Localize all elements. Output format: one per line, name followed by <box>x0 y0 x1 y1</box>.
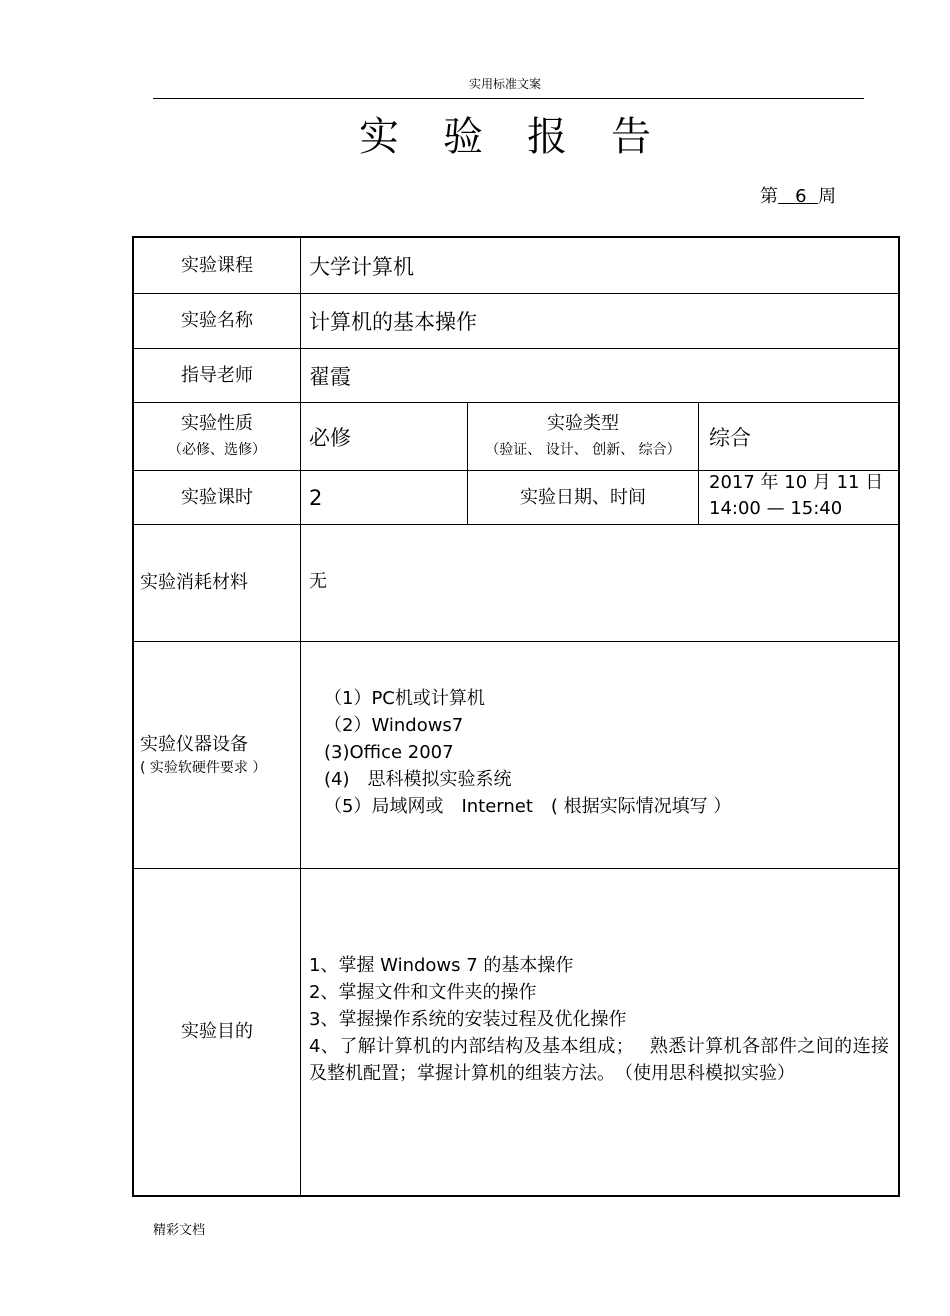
title-char: 验 <box>443 114 483 160</box>
header-rule <box>153 98 864 99</box>
purpose-list <box>309 952 889 1087</box>
list-item: (3)Office 2007 <box>324 742 454 763</box>
experiment-time: 14:00 — 15:40 <box>709 497 843 519</box>
hours-value: 2 <box>309 485 323 510</box>
experiment-date: 2017 年 10 月 11 日 <box>709 471 884 493</box>
datetime-value <box>699 467 898 524</box>
list-item: （5）局域网或 Internet ( 根据实际情况填写 ） <box>324 796 732 817</box>
equipment-label-cell <box>134 642 300 868</box>
nature-value: 必修 <box>309 425 351 450</box>
report-table <box>132 236 900 1197</box>
week-indicator <box>760 182 836 208</box>
teacher-value: 翟霞 <box>309 364 351 389</box>
list-item: 3、掌握操作系统的安装过程及优化操作 <box>309 1009 627 1030</box>
materials-label: 实验消耗材料 <box>140 572 248 593</box>
title-char: 报 <box>527 114 567 160</box>
purpose-label: 实验目的 <box>181 1021 253 1042</box>
type-hint: （验证、 设计、 创新、 综合） <box>485 441 681 458</box>
course-label: 实验课程 <box>181 254 253 276</box>
type-label-cell <box>468 403 698 470</box>
list-item: （2）Windows7 <box>324 715 464 736</box>
type-value: 综合 <box>709 425 751 450</box>
equipment-list <box>324 685 884 820</box>
running-header: 实用标准文案 <box>468 77 541 91</box>
week-number: 6 <box>795 186 807 207</box>
list-item: 1、掌握 Windows 7 的基本操作 <box>309 955 574 976</box>
list-item: (4) 思科模拟实验系统 <box>324 769 512 790</box>
nature-label: 实验性质 <box>181 412 253 434</box>
teacher-label: 指导老师 <box>181 364 253 386</box>
list-item: 4、了解计算机的内部结构及基本组成； 熟悉计算机各部件之间的连接及整机配置；掌握计算机的组装方法。 （使用思科模拟实验） <box>309 1036 889 1084</box>
equipment-hint: ( 实验软硬件要求 ） <box>140 760 267 776</box>
equipment-label: 实验仪器设备 <box>140 734 248 755</box>
report-title <box>0 105 950 162</box>
type-label: 实验类型 <box>547 412 619 434</box>
title-char: 实 <box>359 114 399 160</box>
materials-value: 无 <box>309 570 327 592</box>
nature-hint: （必修、选修） <box>168 441 266 458</box>
datetime-label: 实验日期、时间 <box>520 486 646 508</box>
course-value: 大学计算机 <box>309 254 414 279</box>
title-char: 告 <box>611 114 651 160</box>
list-item: 2、掌握文件和文件夹的操作 <box>309 982 537 1003</box>
experiment-name-value: 计算机的基本操作 <box>309 310 477 334</box>
week-prefix: 第 <box>760 186 778 207</box>
hours-label: 实验课时 <box>181 486 253 508</box>
list-item: （1）PC机或计算机 <box>324 688 485 709</box>
footer-text: 精彩文档 <box>153 1223 206 1238</box>
week-suffix: 周 <box>818 186 837 207</box>
experiment-name-label: 实验名称 <box>181 310 253 331</box>
nature-label-cell <box>134 403 300 470</box>
